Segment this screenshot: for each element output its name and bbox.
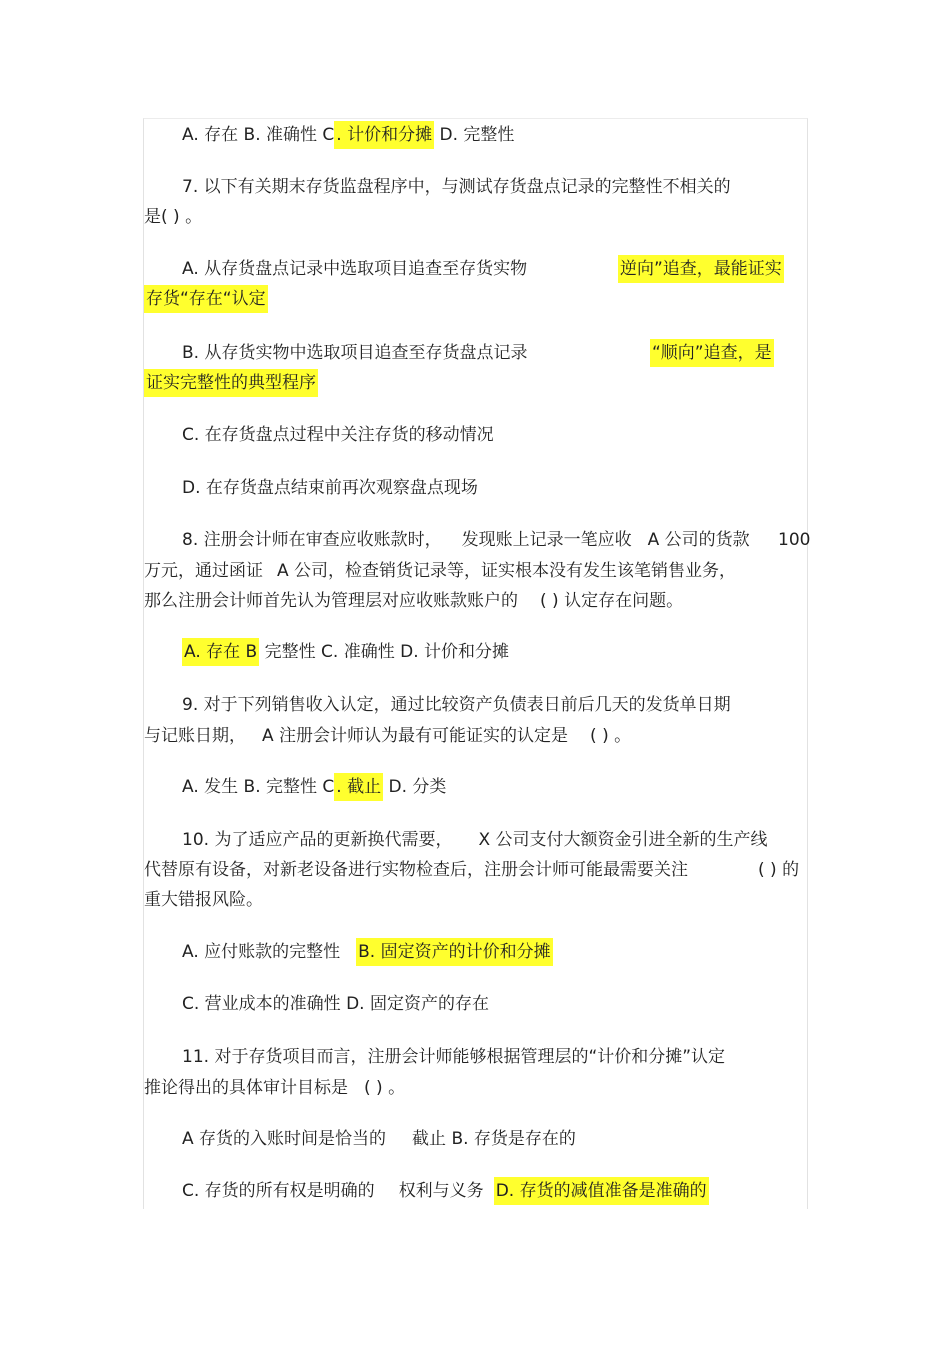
q6-option-d: D. 完整性: [434, 125, 515, 145]
q7-option-a: A. 从存货盘点记录中选取项目追查至存货实物: [182, 259, 528, 279]
q9-options: [182, 775, 446, 799]
q7-a-note-highlight: 逆向”追查，最能证实: [618, 255, 784, 283]
q10-option-a: A. 应付账款的完整性: [182, 942, 341, 962]
q11-option-a: A 存货的入账时间是恰当的: [182, 1129, 387, 1149]
q9-stem-line1: 9. 对于下列销售收入认定，通过比较资产负债表日前后几天的发货单日期: [182, 695, 731, 715]
q7-a-note2-highlight: 存货“存在“认定: [144, 285, 268, 313]
q10-l1b: X 公司支付大额资金引进全新的生产线: [478, 830, 768, 850]
q7-option-c: C. 在存货盘点过程中关注存货的移动情况: [182, 425, 494, 445]
q7-b-note-highlight: “顺向”追查，是: [650, 339, 774, 367]
q10-stem-line2-end: ( ) 的: [758, 860, 800, 880]
q8-l2b: A 公司，检查销货记录等，证实根本没有发生该笔销售业务，: [277, 561, 737, 581]
q8-options: [182, 640, 509, 664]
q7-option-a-note2: [144, 287, 268, 311]
q8-l3a: 那么注册会计师首先认为管理层对应收账款账户的: [144, 591, 518, 611]
q9-options-post: D. 分类: [383, 777, 447, 797]
q11-options-line2: [182, 1179, 709, 1203]
q9-l2a: 与记账日期，: [144, 726, 246, 746]
q8-l1a: 8. 注册会计师在审查应收账款时，: [182, 530, 442, 550]
q11-options-line1: [182, 1127, 576, 1151]
q8-l1c: A 公司的货款: [647, 530, 750, 550]
q11-stem-line2: [144, 1076, 405, 1100]
q10-options-line2: C. 营业成本的准确性 D. 固定资产的存在: [182, 994, 489, 1014]
q11-stem-line1: 11. 对于存货项目而言，注册会计师能够根据管理层的“计价和分摊”认定: [182, 1047, 726, 1067]
q7-option-b: B. 从存货实物中选取项目追查至存货盘点记录: [182, 343, 528, 363]
q6-options: [182, 123, 514, 147]
q10-answer-highlight: B. 固定资产的计价和分摊: [356, 938, 552, 966]
q8-answer-highlight: A. 存在 B: [182, 638, 259, 666]
q10-stem-line3: 重大错报风险。: [144, 890, 263, 910]
q9-l2c: ( ) 。: [590, 726, 632, 746]
q8-l1b: 发现账上记录一笔应收: [461, 530, 632, 550]
q10-stem-line1: [182, 828, 768, 852]
q8-l2a: 万元，通过函证: [144, 561, 263, 581]
q8-stem-line3: [144, 589, 683, 613]
q11-answer-highlight: D. 存货的减值准备是准确的: [494, 1177, 709, 1205]
q6-answer-highlight: . 计价和分摊: [334, 121, 434, 149]
q8-stem-amount: 100: [778, 530, 811, 550]
q7-option-b-note2: [144, 371, 318, 395]
q9-options-pre: A. 发生 B. 完整性 C: [182, 777, 335, 797]
q11-l2a: 推论得出的具体审计目标是: [144, 1078, 348, 1098]
q10-options-line1: [182, 940, 553, 964]
q9-stem-line2: [144, 724, 631, 748]
q10-l1a: 10. 为了适应产品的更新换代需要，: [182, 830, 453, 850]
q7-option-b-note1: [650, 341, 774, 365]
q7-option-a-note1: [618, 257, 784, 281]
q8-stem-line1: [182, 528, 750, 552]
q11-option-c-note: 权利与义务: [398, 1181, 484, 1201]
q7-stem-line2: 是( ) 。: [144, 207, 203, 227]
q8-options-rest: 完整性 C. 准确性 D. 计价和分摊: [259, 642, 510, 662]
q11-l2b: ( ) 。: [364, 1078, 406, 1098]
q7-b-note2-highlight: 证实完整性的典型程序: [144, 369, 318, 397]
q10-stem-line2: 代替原有设备，对新老设备进行实物检查后，注册会计师可能最需要关注: [144, 860, 688, 880]
q7-option-d: D. 在存货盘点结束前再次观察盘点现场: [182, 478, 478, 498]
q6-options-a-c: A. 存在 B. 准确性 C: [182, 125, 335, 145]
q8-l3b: ( ) 认定存在问题。: [540, 591, 684, 611]
q11-option-b: 截止 B. 存货是存在的: [412, 1129, 576, 1149]
q11-option-c: C. 存货的所有权是明确的: [182, 1181, 375, 1201]
q8-stem-line2: [144, 559, 736, 583]
q7-stem-line1: 7. 以下有关期末存货监盘程序中，与测试存货盘点记录的完整性不相关的: [182, 177, 731, 197]
q9-l2b: A 注册会计师认为最有可能证实的认定是: [262, 726, 569, 746]
q9-answer-highlight: . 截止: [334, 773, 383, 801]
